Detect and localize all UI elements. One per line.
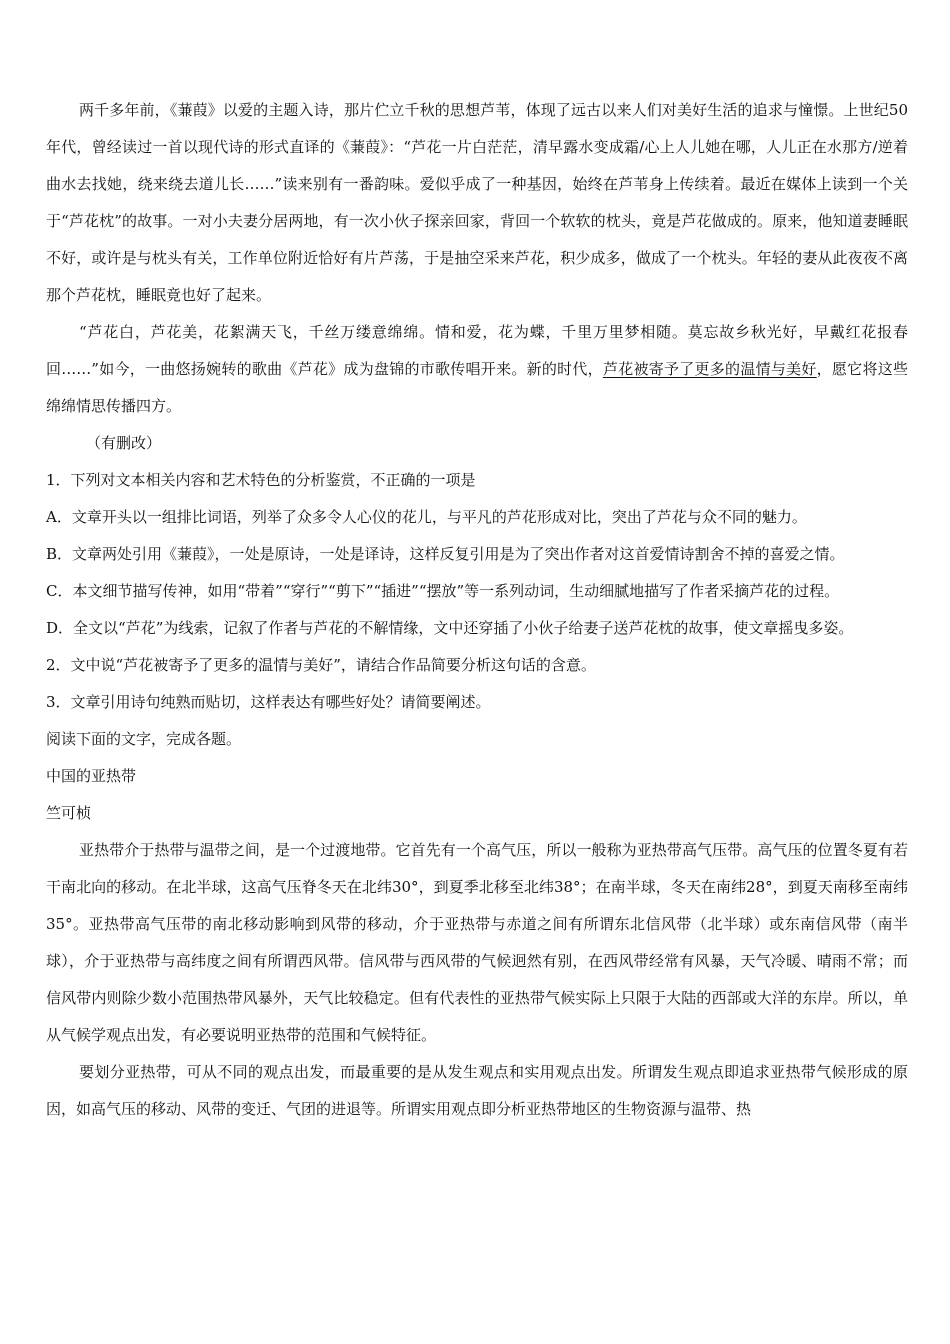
document-page: [46, 92, 908, 1128]
option-a: A．文章开头以一组排比词语，列举了众多令人心仪的花儿，与平凡的芦花形成对比，突出了芦花与众不同的魅力。: [46, 508, 807, 526]
passage1-paragraph-2: [46, 314, 908, 425]
option-c: C．本文细节描写传神，如用“带着”“穿行”“剪下”“插进”“摆放”等一系列动词，生动细腻地描写了作者采摘芦花的过程。: [46, 582, 840, 600]
question-3: 3．文章引用诗句纯熟而贴切，这样表达有哪些好处？请简要阐述。: [46, 693, 491, 711]
article-author: 竺可桢: [46, 804, 92, 822]
passage1-paragraph-2-text: “芦花白，芦花美，花絮满天飞，千丝万缕意绵绵。情和爱，花为蝶，千里万里梦相随。莫忘故乡秋光好，早戴红花报春回……”如今，一曲悠扬婉转的歌曲《芦花》成为盘锦的市歌传唱开来。新的时代，: [46, 323, 908, 378]
passage2-paragraph-2: 要划分亚热带，可从不同的观点出发，而最重要的是从发生观点和实用观点出发。所谓发生观点即追求亚热带气候形成的原因，如高气压的移动、风带的变迁、气团的进退等。所谓实用观点即分析亚热带地区的生物资源与温带、热: [46, 1063, 908, 1118]
passage2-paragraph-1: 亚热带介于热带与温带之间，是一个过渡地带。它首先有一个高气压，所以一般称为亚热带高气压带。高气压的位置冬夏有若干南北向的移动。在北半球，这高气压脊冬天在北纬30°，到夏季北移至北纬38°；在南半球，冬天在南纬28°，到夏天南移至南纬35°。亚热带高气压带的南北移动影响到风带的移动，介于亚热带与赤道之间有所谓东北信风带（北半球）或东南信风带（南半球），介于亚热带与高纬度之间有所谓西风带。信风带与西风带的气候迥然有别，在西风带经常有风暴，天气冷暖、晴雨不常；而信风带内则除少数小范围热带风暴外，天气比较稳定。但有代表性的亚热带气候实际上只限于大陆的西部或大洋的东岸。所以，单从气候学观点出发，有必要说明亚热带的范围和气候特征。: [46, 841, 908, 1044]
reading-instruction: 阅读下面的文字，完成各题。: [46, 730, 242, 748]
option-b: B．文章两处引用《蒹葭》，一处是原诗，一处是译诗，这样反复引用是为了突出作者对这首爱情诗割舍不掉的喜爱之情。: [46, 545, 845, 563]
question-2: 2．文中说“芦花被寄予了更多的温情与美好”，请结合作品简要分析这句话的含意。: [46, 656, 596, 674]
passage1-paragraph-1: 两千多年前，《蒹葭》以爱的主题入诗，那片伫立千秋的思想芦苇，体现了远古以来人们对美好生活的追求与憧憬。上世纪50年代，曾经读过一首以现代诗的形式直译的《蒹葭》：“芦花一片白茫茫，清早露水变成霜/心上人儿她在哪，人儿正在水那方/逆着曲水去找她，绕来绕去道儿长……”读来别有一番韵味。爱似乎成了一种基因，始终在芦苇身上传续着。最近在媒体上读到一个关于“芦花枕”的故事。一对小夫妻分居两地，有一次小伙子探亲回家，背回一个软软的枕头，竟是芦花做成的。原来，他知道妻睡眠不好，或许是与枕头有关，工作单位附近恰好有片芦荡，于是抽空采来芦花，积少成多，做成了一个枕头。年轻的妻从此夜夜不离那个芦花枕，睡眠竟也好了起来。: [46, 101, 908, 304]
question-1: 1．下列对文本相关内容和艺术特色的分析鉴赏，不正确的一项是: [46, 471, 476, 489]
revision-note: （有删改）: [86, 434, 162, 452]
article-title: 中国的亚热带: [46, 767, 137, 785]
option-d: D．全文以“芦花”为线索，记叙了作者与芦花的不解情缘，文中还穿插了小伙子给妻子送芦花枕的故事，使文章摇曳多姿。: [46, 619, 854, 637]
passage1-paragraph-2-ending: ，愿它将这些绵绵情思传播四方。: [46, 360, 908, 415]
underlined-key-sentence: 芦花被寄予了更多的温情与美好: [602, 360, 817, 378]
